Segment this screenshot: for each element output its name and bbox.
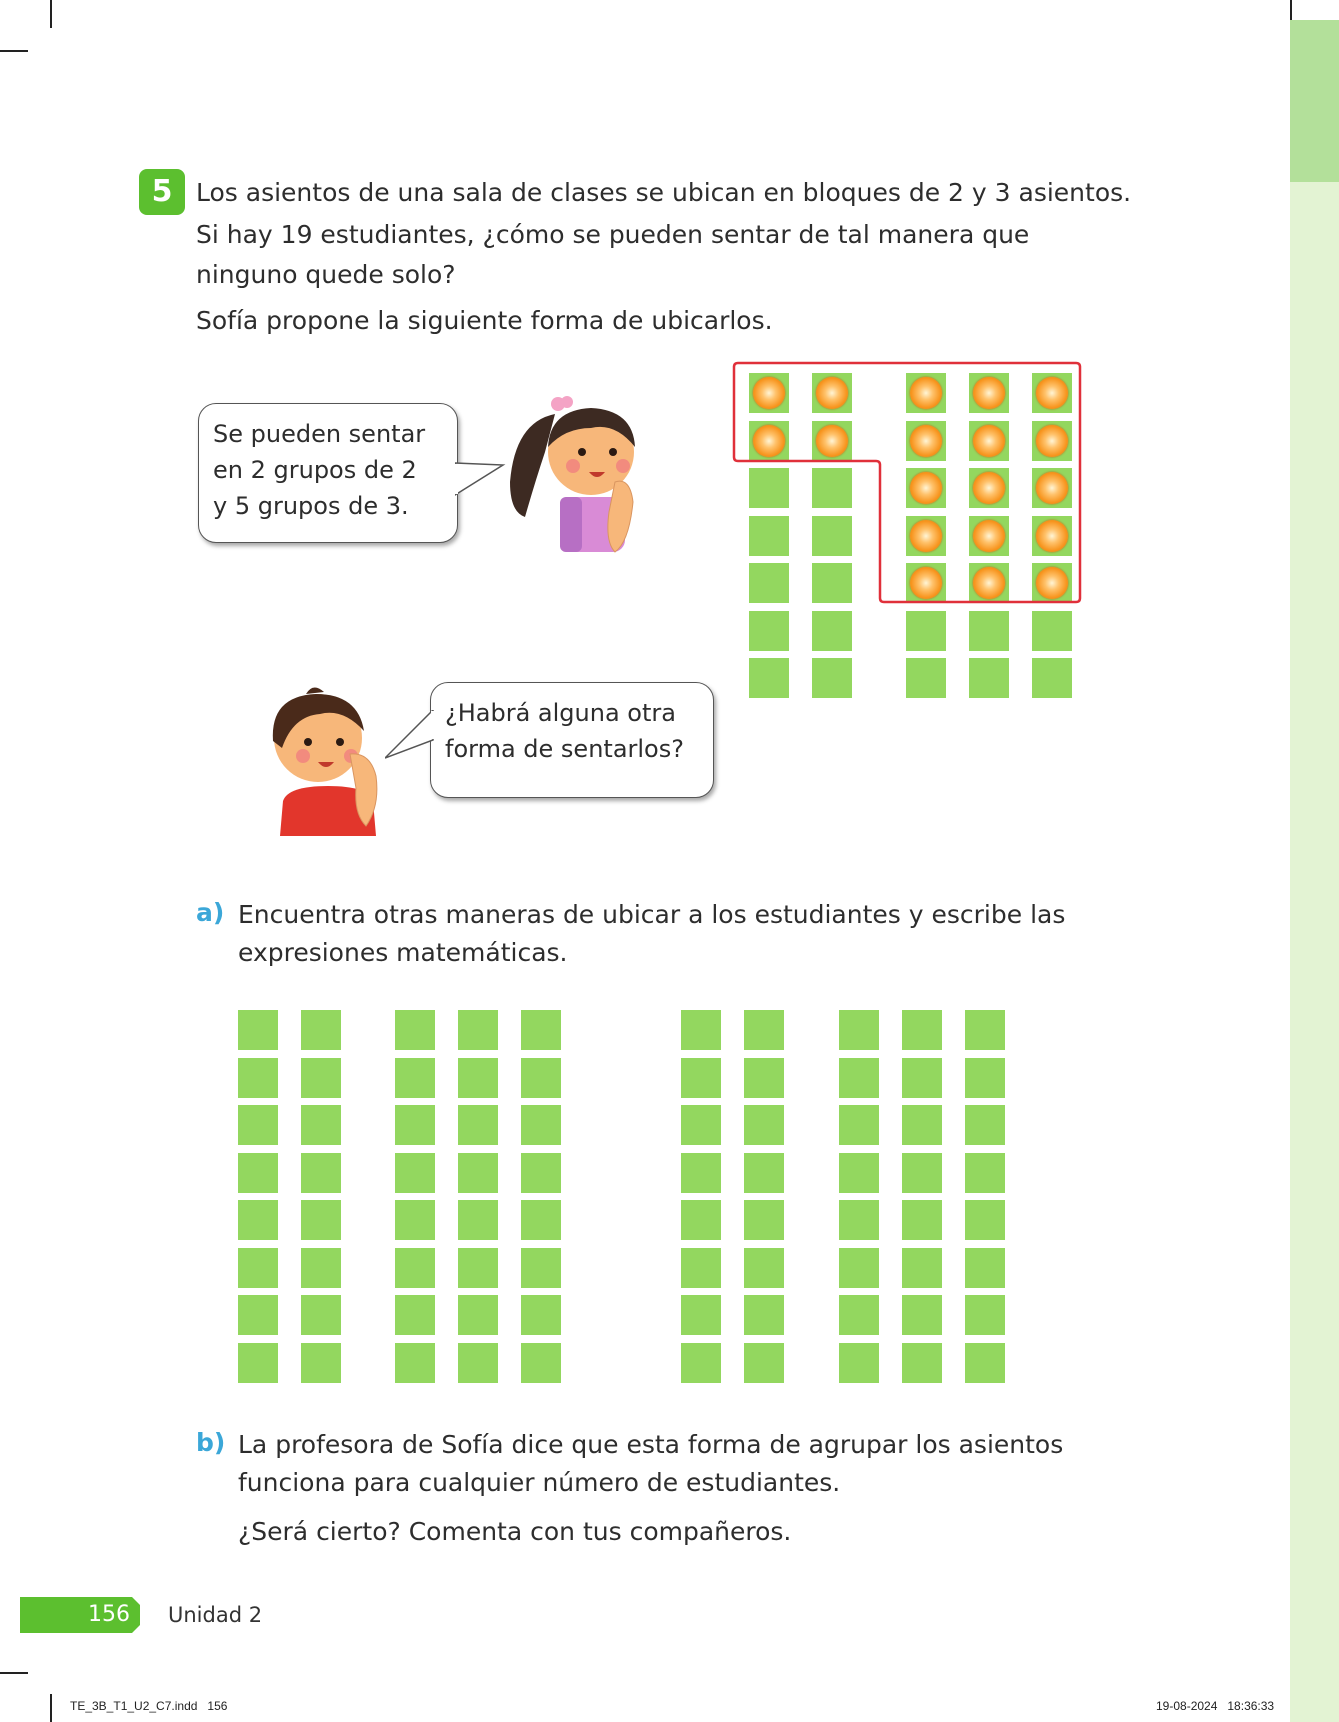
- empty-seat: [839, 1248, 879, 1288]
- part-a-letter: a): [196, 898, 225, 927]
- exercise-proposal: Sofía propone la siguiente forma de ubicarlos.: [196, 306, 773, 335]
- empty-seat: [301, 1248, 341, 1288]
- empty-seat: [681, 1200, 721, 1240]
- empty-seat: [681, 1010, 721, 1050]
- empty-seat: [744, 1153, 784, 1193]
- empty-seat: [1032, 611, 1072, 651]
- part-a-line-2: expresiones matemáticas.: [238, 938, 568, 967]
- empty-seat: [965, 1343, 1005, 1383]
- empty-seat: [521, 1248, 561, 1288]
- side-band-tab: [1290, 20, 1339, 182]
- empty-seat: [902, 1010, 942, 1050]
- empty-seat: [906, 658, 946, 698]
- empty-seat: [744, 1105, 784, 1145]
- crop-mark: [50, 1694, 52, 1722]
- empty-seat: [965, 1295, 1005, 1335]
- empty-seat: [681, 1248, 721, 1288]
- empty-seat: [812, 611, 852, 651]
- empty-seat: [458, 1343, 498, 1383]
- empty-seat: [238, 1153, 278, 1193]
- empty-seat: [238, 1010, 278, 1050]
- exercise-line-1: Los asientos de una sala de clases se ubican en bloques de 2 y 3 asientos.: [196, 178, 1132, 207]
- crop-mark: [0, 50, 28, 52]
- unit-label: Unidad 2: [168, 1603, 263, 1627]
- empty-seat: [395, 1010, 435, 1050]
- empty-seat: [521, 1010, 561, 1050]
- empty-seat: [839, 1058, 879, 1098]
- empty-seat: [681, 1295, 721, 1335]
- empty-seat: [301, 1343, 341, 1383]
- empty-seat: [301, 1153, 341, 1193]
- empty-seat: [458, 1058, 498, 1098]
- part-a-line-1: Encuentra otras maneras de ubicar a los estudiantes y escribe las: [238, 900, 1066, 929]
- page-number: 156: [88, 1602, 130, 1627]
- empty-seat: [301, 1105, 341, 1145]
- crop-mark: [0, 1672, 28, 1674]
- empty-seat: [395, 1248, 435, 1288]
- empty-seat: [744, 1343, 784, 1383]
- bubble-line: en 2 grupos de 2: [213, 456, 417, 484]
- empty-seat: [744, 1058, 784, 1098]
- exercise-number-badge: 5: [139, 169, 185, 215]
- empty-seat: [906, 611, 946, 651]
- empty-seat: [521, 1200, 561, 1240]
- empty-seat: [238, 1200, 278, 1240]
- empty-seat: [395, 1200, 435, 1240]
- bubble-line: y 5 grupos de 3.: [213, 492, 409, 520]
- empty-seat: [301, 1295, 341, 1335]
- empty-seat: [458, 1105, 498, 1145]
- empty-seat: [839, 1105, 879, 1145]
- empty-seat: [301, 1010, 341, 1050]
- empty-seat: [839, 1200, 879, 1240]
- bubble-line: forma de sentarlos?: [445, 735, 684, 763]
- empty-seat: [839, 1010, 879, 1050]
- empty-seat: [395, 1058, 435, 1098]
- crop-mark: [50, 0, 52, 28]
- empty-seat: [238, 1105, 278, 1145]
- empty-seat: [902, 1105, 942, 1145]
- empty-seat: [395, 1343, 435, 1383]
- empty-seat: [744, 1010, 784, 1050]
- empty-seat: [965, 1105, 1005, 1145]
- empty-seat: [301, 1200, 341, 1240]
- empty-seat: [902, 1248, 942, 1288]
- empty-seat: [744, 1248, 784, 1288]
- empty-seat: [458, 1200, 498, 1240]
- empty-seat: [744, 1295, 784, 1335]
- empty-seat: [812, 658, 852, 698]
- empty-seat: [458, 1248, 498, 1288]
- empty-seat: [395, 1105, 435, 1145]
- empty-seat: [839, 1343, 879, 1383]
- empty-seat: [969, 658, 1009, 698]
- empty-seat: [965, 1010, 1005, 1050]
- empty-seat: [965, 1200, 1005, 1240]
- side-band: [1290, 20, 1339, 1722]
- print-timestamp: 19-08-2024 18:36:33: [1156, 1699, 1275, 1713]
- empty-seat: [521, 1105, 561, 1145]
- girl-illustration: [505, 392, 655, 562]
- empty-seat: [681, 1105, 721, 1145]
- exercise-line-3: ninguno quede solo?: [196, 260, 456, 289]
- empty-seat: [681, 1153, 721, 1193]
- empty-seat: [902, 1343, 942, 1383]
- empty-seat: [965, 1058, 1005, 1098]
- empty-seat: [238, 1248, 278, 1288]
- empty-seat: [395, 1153, 435, 1193]
- empty-seat: [902, 1295, 942, 1335]
- empty-seat: [744, 1200, 784, 1240]
- group-outline: [732, 360, 1084, 610]
- part-b-line-2: funciona para cualquier número de estudiantes.: [238, 1468, 841, 1497]
- exercise-line-2: Si hay 19 estudiantes, ¿cómo se pueden sentar de tal manera que: [196, 220, 1030, 249]
- empty-seat: [458, 1295, 498, 1335]
- empty-seat: [521, 1153, 561, 1193]
- empty-seat: [301, 1058, 341, 1098]
- empty-seat: [749, 658, 789, 698]
- empty-seat: [395, 1295, 435, 1335]
- empty-seat: [238, 1058, 278, 1098]
- file-slug: TE_3B_T1_U2_C7.indd 156: [70, 1699, 228, 1713]
- empty-seat: [521, 1058, 561, 1098]
- empty-seat: [238, 1295, 278, 1335]
- empty-seat: [965, 1153, 1005, 1193]
- empty-seat: [969, 611, 1009, 651]
- part-b-line-1: La profesora de Sofía dice que esta forma de agrupar los asientos: [238, 1430, 1064, 1459]
- empty-seat: [681, 1058, 721, 1098]
- empty-seat: [902, 1058, 942, 1098]
- empty-seat: [839, 1153, 879, 1193]
- bubble-line: ¿Habrá alguna otra: [445, 699, 676, 727]
- boy-illustration: [258, 686, 398, 836]
- empty-seat: [458, 1153, 498, 1193]
- empty-seat: [1032, 658, 1072, 698]
- empty-seat: [681, 1343, 721, 1383]
- empty-seat: [521, 1343, 561, 1383]
- empty-seat: [902, 1200, 942, 1240]
- girl-speech-bubble: [198, 403, 458, 543]
- empty-seat: [458, 1010, 498, 1050]
- boy-speech-bubble: [430, 682, 714, 798]
- empty-seat: [839, 1295, 879, 1335]
- empty-seat: [749, 611, 789, 651]
- empty-seat: [965, 1248, 1005, 1288]
- bubble-line: Se pueden sentar: [213, 420, 426, 448]
- empty-seat: [521, 1295, 561, 1335]
- part-b-letter: b): [196, 1428, 226, 1457]
- empty-seat: [902, 1153, 942, 1193]
- empty-seat: [238, 1343, 278, 1383]
- part-b-question: ¿Será cierto? Comenta con tus compañeros.: [238, 1517, 792, 1546]
